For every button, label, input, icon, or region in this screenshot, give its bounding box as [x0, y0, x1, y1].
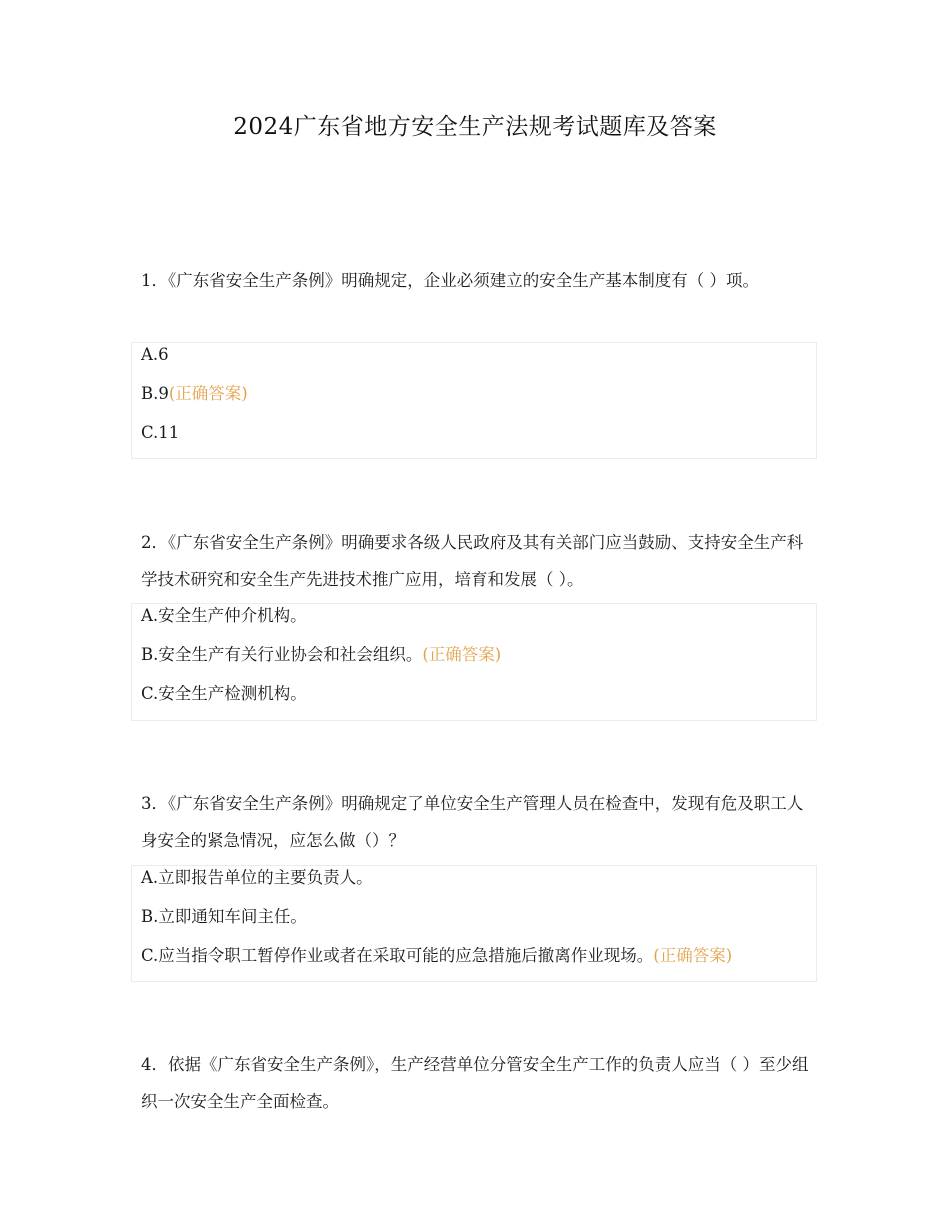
option-c[interactable] — [132, 682, 816, 721]
option-b[interactable] — [132, 643, 816, 682]
option-label: C.安全生产检测机构。 — [141, 684, 307, 703]
option-label: A.立即报告单位的主要负责人。 — [141, 868, 373, 887]
option-label: B.立即通知车间主任。 — [141, 907, 307, 926]
question-text: 3．《广东省安全生产条例》明确规定了单位安全生产管理人员在检查中，发现有危及职工人身安全的紧急情况，应怎么做（）？ — [141, 794, 804, 850]
option-label: C.11 — [141, 423, 180, 442]
option-c[interactable] — [132, 944, 816, 983]
option-a[interactable] — [132, 604, 816, 643]
question-text: 2．《广东省安全生产条例》明确要求各级人民政府及其有关部门应当鼓励、支持安全生产科学技术研究和安全生产先进技术推广应用，培育和发展（ ）。 — [141, 533, 804, 589]
option-label: C.应当指令职工暂停作业或者在采取可能的应急措施后撤离作业现场。 — [141, 946, 654, 965]
option-label: A.6 — [141, 345, 169, 364]
option-a[interactable] — [132, 343, 816, 382]
correct-answer-tag: (正确答案) — [422, 645, 502, 664]
option-label: B.9 — [141, 384, 169, 403]
option-a[interactable] — [132, 866, 816, 905]
question-text: 4．依据《广东省安全生产条例》，生产经营单位分管安全生产工作的负责人应当（ ）至少组织一次安全生产全面检查。 — [141, 1055, 809, 1111]
correct-answer-tag: (正确答案) — [653, 946, 733, 965]
question-text: 1．《广东省安全生产条例》明确规定，企业必须建立的安全生产基本制度有（ ）项。 — [141, 271, 759, 290]
options-box — [131, 865, 817, 982]
option-c[interactable] — [132, 421, 816, 460]
option-label: A.安全生产仲介机构。 — [141, 606, 307, 625]
correct-answer-tag: (正确答案) — [168, 384, 248, 403]
document-title: 2024广东省地方安全生产法规考试题库及答案 — [233, 114, 717, 140]
option-b[interactable] — [132, 905, 816, 944]
option-b[interactable] — [132, 382, 816, 421]
options-box — [131, 342, 817, 459]
option-label: B.安全生产有关行业协会和社会组织。 — [141, 645, 423, 664]
options-box — [131, 603, 817, 721]
